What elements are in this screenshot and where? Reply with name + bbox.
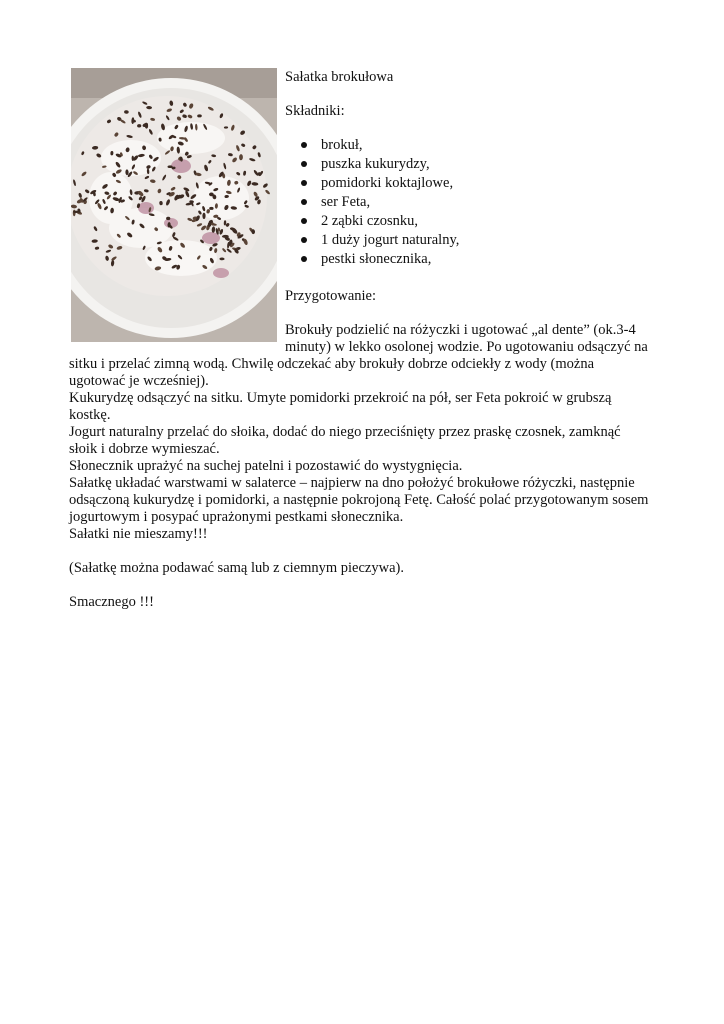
- preparation-line: jogurtowym i posypać uprażonymi pestkami słonecznika.: [69, 509, 404, 525]
- ingredient-item: ser Feta,: [285, 194, 459, 213]
- preparation-line: sitku i przelać zimną wodą. Chwilę odczekać aby brokuły dobrze odciekły z wody (można: [69, 356, 595, 372]
- preparation-line: Sałatki nie mieszamy!!!: [69, 526, 208, 542]
- preparation-line: ugotować je wcześniej).: [69, 373, 209, 389]
- preparation-line: minuty) w lekko osolonej wodzie. Po ugotowaniu odsączyć na: [285, 339, 648, 355]
- ingredient-item: pomidorki koktajlowe,: [285, 175, 459, 194]
- recipe-title: Sałatka brokułowa: [285, 69, 394, 85]
- ingredients-heading: Składniki:: [285, 103, 345, 119]
- preparation-heading: Przygotowanie:: [285, 288, 377, 304]
- preparation-line: Brokuły podzielić na różyczki i ugotować „al dente” (ok.3-4: [285, 322, 636, 338]
- ingredient-item: puszka kukurydzy,: [285, 156, 459, 175]
- preparation-line: Słonecznik uprażyć na suchej patelni i pozostawić do wystygnięcia.: [69, 458, 463, 474]
- ingredient-item: pestki słonecznika,: [285, 251, 459, 270]
- preparation-line: Sałatkę układać warstwami w salaterce – najpierw na dno położyć brokułowe różyczki, następnie: [69, 475, 635, 491]
- preparation-line: Jogurt naturalny przelać do słoika, dodać do niego przeciśnięty przez praskę czosnek, zamknąć: [69, 424, 621, 440]
- closing-text: Smacznego !!!: [69, 594, 154, 610]
- ingredient-item: brokuł,: [285, 137, 459, 156]
- preparation-line: słoik i dobrze wymieszać.: [69, 441, 220, 457]
- ingredient-item: 2 ząbki czosnku,: [285, 213, 459, 232]
- salad-bowl-image: [71, 68, 277, 342]
- ingredient-item: 1 duży jogurt naturalny,: [285, 232, 459, 251]
- serving-note: (Sałatkę można podawać samą lub z ciemnym pieczywa).: [69, 560, 404, 576]
- preparation-line: kostkę.: [69, 407, 111, 423]
- preparation-line: Kukurydzę odsączyć na sitku. Umyte pomidorki przekroić na pół, ser Feta pokroić w grubszą: [69, 390, 612, 406]
- salad-photo: [71, 68, 277, 342]
- ingredients-list: [285, 137, 459, 270]
- preparation-line: odsączoną kukurydzę i pomidorki, a następnie pokrojoną Fetę. Całość polać przygotowanym sosem: [69, 492, 649, 508]
